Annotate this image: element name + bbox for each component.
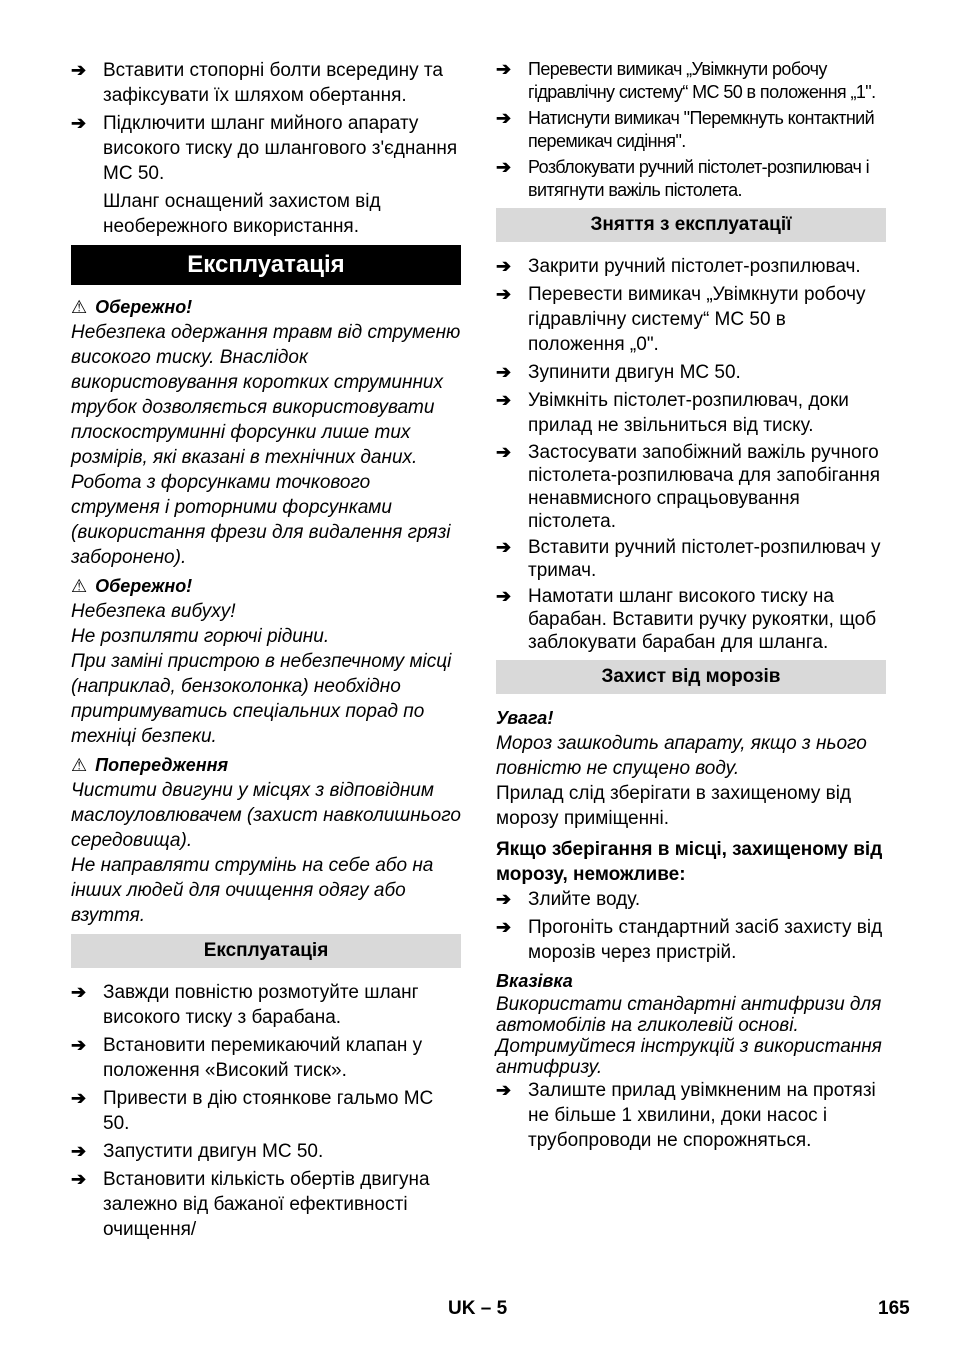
page-label: UK – 5 (448, 1298, 508, 1319)
list-item (496, 441, 886, 533)
list-item-text: Залиште прилад увімкненим на протязі не більше 1 хвилини, доки насос і трубопроводи не спорожняться. (528, 1080, 876, 1151)
attention-title: Увага! (496, 708, 554, 728)
list-item-text: Злийте воду. (528, 889, 641, 910)
list-item-text: Вставити стопорні болти всередину та зафіксувати їх шляхом обертання. (103, 60, 443, 106)
arrow-right-icon: ➔ (71, 982, 87, 1002)
warning-triangle-icon: ⚠ (71, 297, 88, 317)
arrow-right-icon: ➔ (496, 537, 512, 557)
section-heading-operation: Експлуатація (71, 245, 461, 285)
arrow-right-icon: ➔ (496, 917, 512, 937)
list-item-text: Зупинити двигун MC 50. (528, 362, 741, 383)
subsection-heading-shutdown: Зняття з експлуатації (496, 208, 886, 242)
warning-title-text: Обережно! (95, 576, 193, 596)
frost-impossible-title: Якщо зберігання в місці, захищеному від морозу, неможливе: (496, 839, 883, 885)
arrow-right-icon: ➔ (71, 1141, 87, 1161)
subsection-heading-operation: Експлуатація (71, 934, 461, 968)
arrow-right-icon: ➔ (496, 59, 511, 79)
arrow-right-icon: ➔ (496, 442, 512, 462)
list-item-text: Натиснути вимикач "Перемкнуть контактний перемикач сидіння". (528, 108, 875, 151)
warning-triangle-icon: ⚠ (71, 755, 88, 775)
list-item (71, 1139, 461, 1164)
list-item (496, 107, 886, 153)
left-column (71, 58, 461, 1245)
list-item (496, 58, 886, 104)
arrow-right-icon: ➔ (496, 586, 512, 606)
note-text: Використати стандартні антифризи для автомобілів на гликолевій основі. Дотримуйтеся інструкцій з використання антифризу. (496, 994, 882, 1078)
warning-title (71, 295, 461, 320)
caution-line: Чистити двигуни у місцях з відповідним маслоуловлювачем (захист навколишнього середовища). (71, 780, 461, 851)
list-item-text: Перевести вимикач „Увімкнути робочу гідравлічну систему“ MC 50 в положення „0". (528, 284, 866, 355)
list-item (71, 1033, 461, 1083)
note-title: Вказівка (496, 971, 573, 991)
arrow-right-icon: ➔ (496, 362, 512, 382)
list-item-text: Встановити перемикаючий клапан у положення «Високий тиск». (103, 1035, 423, 1081)
warning-title (71, 574, 461, 599)
warning-title-text: Обережно! (95, 297, 193, 317)
list-item (71, 1086, 461, 1136)
arrow-right-icon: ➔ (496, 390, 512, 410)
page-number: 165 (878, 1298, 910, 1319)
caution-title-text: Попередження (95, 755, 229, 775)
right-column (496, 58, 886, 1156)
arrow-right-icon: ➔ (71, 1169, 87, 1189)
list-item-text: Розблокувати ручний пістолет-розпилювач і витягнути важіль пістолета. (528, 157, 870, 200)
subsection-heading-frost: Захист від морозів (496, 660, 886, 694)
list-item (496, 254, 886, 279)
list-item (496, 1078, 886, 1153)
list-item (496, 887, 886, 912)
list-item (496, 585, 886, 654)
arrow-right-icon: ➔ (496, 157, 511, 177)
warning-triangle-icon: ⚠ (71, 576, 88, 596)
arrow-right-icon: ➔ (71, 1035, 87, 1055)
list-item-text: Встановити кількість обертів двигуна залежно від бажаної ефективності очищення/ (103, 1169, 430, 1240)
list-item-text: Вставити ручний пістолет-розпилювач у тримач. (528, 537, 881, 581)
list-item (496, 360, 886, 385)
warning-line: Не розпиляти горючі рідини. (71, 626, 330, 647)
arrow-right-icon: ➔ (496, 1080, 512, 1100)
arrow-right-icon: ➔ (496, 108, 511, 128)
arrow-right-icon: ➔ (496, 284, 512, 304)
warning-text: Небезпека одержання травм від струменю високого тиску. Внаслідок використовування коротких струминних трубок дозволяється використовувати плоскоструминні форсунки лише тих розмірів, які вказані в технічних даних. Робота з форсунками точкового струменя і роторними форсунками (використання фрези для видалення грязі заборонено). (71, 322, 461, 568)
list-item-text: Завжди повністю розмотуйте шланг високого тиску з барабана. (103, 982, 419, 1028)
list-item (71, 58, 461, 108)
list-item-text: Запустити двигун MC 50. (103, 1141, 324, 1162)
hose-note: Шланг оснащений захистом від необережного використання. (103, 191, 381, 237)
list-item (496, 388, 886, 438)
list-item-text: Намотати шланг високого тиску на барабан. Вставити ручку рукоятки, щоб заблокувати барабан для шланга. (528, 586, 877, 653)
list-item (496, 282, 886, 357)
attention-text: Мороз зашкодить апарату, якщо з нього повністю не спущено воду. (496, 733, 867, 779)
arrow-right-icon: ➔ (496, 889, 512, 909)
list-item-text: Перевести вимикач „Увімкнути робочу гідравлічну систему“ MC 50 в положення „1". (528, 59, 876, 102)
arrow-right-icon: ➔ (71, 60, 87, 80)
list-item (71, 111, 461, 186)
caution-line: Не направляти струмінь на себе або на інших людей для очищення одягу або взуття. (71, 855, 434, 926)
arrow-right-icon: ➔ (71, 1088, 87, 1108)
list-item-text: Привести в дію стоянкове гальмо MC 50. (103, 1088, 434, 1134)
list-item-text: Прогоніть стандартний засіб захисту від морозів через пристрій. (528, 917, 883, 963)
list-item (496, 536, 886, 582)
list-item-text: Підключити шланг мийного апарату високого тиску до шлангового з'єднання MC 50. (103, 113, 458, 184)
list-item (71, 980, 461, 1030)
list-item (496, 156, 886, 202)
arrow-right-icon: ➔ (496, 256, 512, 276)
list-item-text: Закрити ручний пістолет-розпилювач. (528, 256, 861, 277)
list-item (496, 915, 886, 965)
caution-title (71, 753, 461, 778)
storage-text: Прилад слід зберігати в захищеному від морозу приміщенні. (496, 783, 852, 829)
list-item-text: Застосувати запобіжний важіль ручного пістолета-розпилювача для запобігання ненавмисного спрацьовування пістолета. (528, 442, 881, 532)
arrow-right-icon: ➔ (71, 113, 87, 133)
warning-line: Небезпека вибуху! (71, 601, 236, 622)
list-item (71, 1167, 461, 1242)
warning-line: При заміні пристрою в небезпечному місці (наприклад, бензоколонка) необхідно притримуватись спеціальних порад по техніці безпеки. (71, 651, 452, 747)
list-item-text: Увімкніть пістолет-розпилювач, доки прилад не звільниться від тиску. (528, 390, 849, 436)
